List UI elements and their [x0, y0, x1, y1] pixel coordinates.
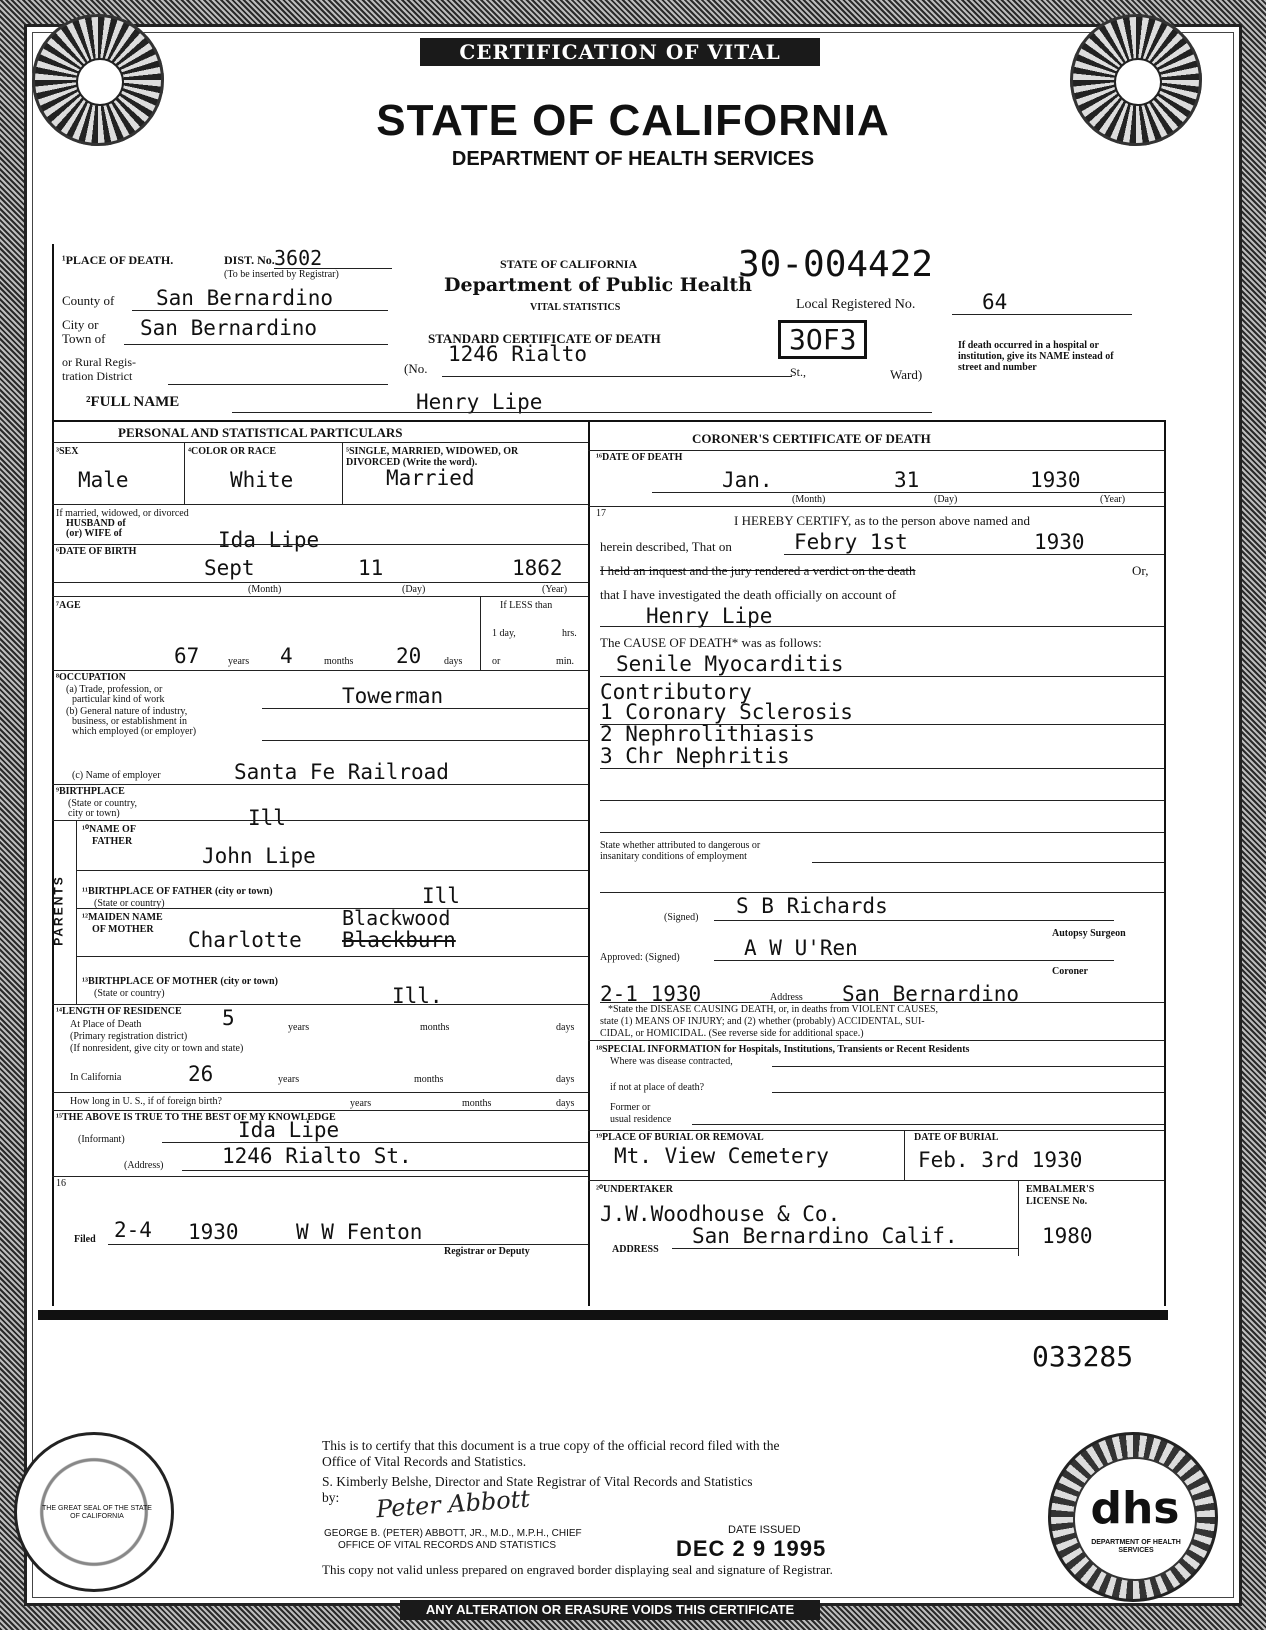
dod-month: Jan.	[722, 468, 773, 492]
dob-year-caption: (Year)	[542, 584, 568, 595]
signed-label: (Signed)	[664, 912, 699, 923]
personal-header: PERSONAL AND STATISTICAL PARTICULARS	[118, 425, 403, 440]
special-line-4: usual residence	[610, 1114, 672, 1125]
dist-label: DIST. No.	[224, 253, 275, 267]
officer-text	[324, 1528, 582, 1552]
embalmer-value: 1980	[1042, 1224, 1093, 1248]
occupation-a-1: (a) Trade, profession, or	[66, 684, 163, 695]
color-value: White	[230, 468, 294, 492]
primary-note: (Primary registration district)	[70, 1031, 188, 1042]
dod-year-caption: (Year)	[1100, 494, 1126, 505]
registrar-name: W W Fenton	[296, 1220, 423, 1244]
dob-day: 11	[358, 556, 384, 580]
mother-label-1: ¹²MAIDEN NAME	[82, 912, 163, 923]
occupation-b-2: business, or establishment in	[72, 716, 187, 727]
certify-line-2: herein described, That on	[600, 539, 732, 554]
seal-text: THE GREAT SEAL OF THE STATE OF CALIFORNIA	[42, 1505, 152, 1520]
copy-stamp: 3OF3	[778, 320, 867, 359]
occupation-label: ⁸OCCUPATION	[56, 672, 126, 683]
filed-label: Filed	[74, 1234, 96, 1245]
serial-number: 033285	[1032, 1340, 1134, 1373]
dist-note: (To be inserted by Registrar)	[224, 269, 339, 280]
age-years: 67	[174, 644, 200, 668]
one-day-label: 1 day,	[492, 628, 516, 639]
street-no-label: (No.	[404, 361, 428, 376]
birthplace-label: ⁹BIRTHPLACE	[56, 786, 125, 797]
coroner-date: 2-1 1930	[600, 982, 702, 1006]
cause-line-3: 1 Coronary Sclerosis	[600, 700, 853, 724]
months-caption: months	[324, 656, 354, 667]
city-value: San Bernardino	[140, 316, 318, 340]
father-birthplace-label: ¹¹BIRTHPLACE OF FATHER (city or town)	[82, 886, 273, 897]
burial-place-label: ¹⁹PLACE OF BURIAL OR REMOVAL	[596, 1132, 764, 1143]
burial-date-label: DATE OF BURIAL	[914, 1132, 999, 1143]
mother-birthplace-value: Ill.	[392, 984, 443, 1008]
county-label: County of	[62, 293, 115, 308]
great-seal-icon	[14, 1432, 174, 1592]
california-years-caption: years	[278, 1074, 300, 1085]
at-place-label: At Place of Death	[70, 1019, 142, 1030]
residence-years-caption: years	[288, 1022, 310, 1033]
by-label: by:	[322, 1490, 340, 1505]
cause-line-4: 2 Nephrolithiasis	[600, 722, 815, 746]
dod-day-caption: (Day)	[934, 494, 958, 505]
ward-label: Ward)	[890, 367, 923, 382]
informant-label: (Informant)	[78, 1134, 125, 1145]
item-17-label: 17	[596, 508, 606, 519]
cause-line-2: Contributory	[600, 680, 752, 704]
birthplace-note-1: (State or country,	[68, 798, 138, 809]
filed-date: 2-4	[114, 1218, 152, 1242]
county-value: San Bernardino	[156, 286, 334, 310]
item-16-label: 16	[56, 1178, 66, 1189]
autopsy-surgeon-label: Autopsy Surgeon	[1052, 928, 1126, 939]
state-note-2: state (1) MEANS OF INJURY; and (2) whether (probably) ACCIDENTAL, SUI-	[600, 1016, 925, 1027]
spouse-label-3: (or) WIFE of	[66, 528, 122, 539]
min-label: min.	[556, 656, 575, 667]
dob-day-caption: (Day)	[402, 584, 426, 595]
less-than-label: If LESS than	[500, 600, 553, 611]
rural-label-1: or Rural Regis-	[62, 355, 136, 369]
coroner-address: San Bernardino	[842, 982, 1020, 1006]
mother-value: Charlotte	[188, 928, 302, 952]
approved-label: Approved: (Signed)	[600, 952, 680, 963]
state-title: STATE OF CALIFORNIA	[376, 96, 890, 145]
certify-line-4: that I have investigated the death officially on account of	[600, 587, 897, 602]
full-name-label: ²FULL NAME	[86, 394, 180, 410]
age-label: ⁷AGE	[56, 600, 81, 611]
birthplace-value: Ill	[248, 806, 286, 830]
hospital-note: If death occurred in a hospital or institution, give its NAME instead of street and number	[958, 340, 1114, 373]
us-years-caption: years	[350, 1098, 372, 1109]
department-of-public-health: Department of Public Health	[444, 274, 752, 296]
st-label: St.,	[790, 365, 807, 379]
days-caption: days	[444, 656, 463, 667]
undertaker-label: ²⁰UNDERTAKER	[596, 1184, 674, 1195]
california-months-caption: months	[414, 1074, 444, 1085]
or-label: or	[492, 656, 501, 667]
form-left-border	[52, 244, 54, 1306]
dob-month: Sept	[204, 556, 255, 580]
city-label-2: Town of	[62, 331, 106, 346]
alteration-warning-banner: ANY ALTERATION OR ERASURE VOIDS THIS CERTIFICATE	[400, 1600, 820, 1620]
father-birthplace-value: Ill	[422, 884, 460, 908]
sex-label: ³SEX	[56, 446, 79, 457]
marital-value: Married	[386, 466, 475, 490]
dob-month-caption: (Month)	[248, 584, 282, 595]
registrar-label: Registrar or Deputy	[444, 1246, 530, 1257]
certify-line-3b: Or,	[1132, 563, 1149, 578]
residence-days-caption: days	[556, 1022, 575, 1033]
form-bottom-bar	[38, 1310, 1168, 1320]
birthplace-note-2: city or town)	[68, 808, 120, 819]
state-file-number: 30-004422	[738, 244, 934, 285]
certify-line-1: I HEREBY CERTIFY, as to the person above named and	[734, 513, 1031, 528]
certification-line-3: S. Kimberly Belshe, Director and State Registrar of Vital Records and Statistics	[322, 1474, 753, 1489]
dod-day: 31	[894, 468, 920, 492]
age-months: 4	[280, 644, 293, 668]
inquest-year: 1930	[1034, 530, 1085, 554]
color-label: ⁴COLOR OR RACE	[188, 446, 277, 457]
local-registered-no: 64	[982, 290, 1008, 314]
mother-label-2: OF MOTHER	[92, 924, 154, 935]
dob-label: ⁶DATE OF BIRTH	[56, 546, 137, 557]
informant-address-label: (Address)	[124, 1160, 164, 1171]
father-label-1: ¹⁰NAME OF	[82, 824, 136, 835]
spouse-value: Ida Lipe	[218, 528, 320, 552]
special-information-label: ¹⁸SPECIAL INFORMATION for Hospitals, Institutions, Transients or Recent Residents	[596, 1044, 970, 1055]
validity-note: This copy not valid unless prepared on engraved border displaying seal and signature of Registrar.	[322, 1562, 833, 1577]
coroner-address-label: Address	[770, 992, 803, 1003]
employer-label: (c) Name of employer	[72, 770, 161, 781]
rural-label-2: tration District	[62, 369, 133, 383]
special-line-3: Former or	[610, 1102, 651, 1113]
special-line-2: if not at place of death?	[610, 1082, 705, 1093]
burial-place-value: Mt. View Cemetery	[614, 1144, 829, 1168]
officer-line-1: GEORGE B. (PETER) ABBOTT, JR., M.D., M.P.H., CHIEF	[324, 1528, 582, 1539]
residence-label: ¹⁴LENGTH OF RESIDENCE	[56, 1006, 182, 1017]
mother-struck-value: Blackburn	[342, 928, 456, 952]
dangerous-line-2: insanitary conditions of employment	[600, 851, 747, 862]
mother-birthplace-note: (State or country)	[94, 988, 165, 999]
residence-months-caption: months	[420, 1022, 450, 1033]
local-registered-label: Local Registered No.	[796, 297, 916, 312]
father-birthplace-note: (State or country)	[94, 898, 165, 909]
state-note-1: *State the DISEASE CAUSING DEATH, or, in deaths from VIOLENT CAUSES,	[608, 1004, 939, 1015]
date-issued-label: DATE ISSUED	[728, 1524, 801, 1536]
informant-address-value: 1246 Rialto St.	[222, 1144, 412, 1168]
dhs-logo: dhs	[1090, 1483, 1180, 1534]
cause-of-death-label: The CAUSE OF DEATH* was as follows:	[600, 635, 822, 650]
mother-birthplace-label: ¹³BIRTHPLACE OF MOTHER (city or town)	[82, 976, 278, 987]
occupation-b-1: (b) General nature of industry,	[66, 706, 188, 717]
officer-line-2: OFFICE OF VITAL RECORDS AND STATISTICS	[338, 1540, 556, 1551]
years-caption: years	[228, 656, 250, 667]
approved-name: A W U'Ren	[744, 936, 858, 960]
street-address: 1246 Rialto	[448, 342, 588, 366]
special-line-1: Where was disease contracted,	[610, 1056, 733, 1067]
true-statement-label: ¹⁵THE ABOVE IS TRUE TO THE BEST OF MY KNOWLEDGE	[56, 1112, 336, 1123]
signed-name: S B Richards	[736, 894, 888, 918]
column-divider	[588, 420, 590, 1306]
hrs-label: hrs.	[562, 628, 577, 639]
dhs-seal-icon	[1048, 1432, 1218, 1602]
certification-line-1: This is to certify that this document is a true copy of the official record filed with the	[322, 1438, 780, 1453]
city-label-1: City or	[62, 317, 99, 332]
us-months-caption: months	[462, 1098, 492, 1109]
embalmer-label-2: LICENSE No.	[1026, 1196, 1088, 1207]
state-of-california-label: STATE OF CALIFORNIA	[500, 257, 638, 271]
dhs-text: DEPARTMENT OF HEALTH SERVICES	[1091, 1539, 1181, 1554]
investigated-name: Henry Lipe	[646, 604, 773, 628]
occupation-b-3: which employed (or employer)	[72, 726, 197, 737]
marital-label: ⁵SINGLE, MARRIED, WIDOWED, OR DIVORCED (Write the word).	[346, 446, 519, 468]
mother-correction: Blackwood	[342, 906, 451, 930]
father-label-2: FATHER	[92, 836, 133, 847]
burial-date-value: Feb. 3rd 1930	[918, 1148, 1083, 1172]
sex-value: Male	[78, 468, 129, 492]
full-name-value: Henry Lipe	[416, 390, 543, 414]
parents-label: PARENTS	[51, 875, 66, 946]
nonresident-note: (If nonresident, give city or town and state)	[70, 1043, 244, 1054]
residence-years: 5	[222, 1006, 235, 1030]
coroner-label: Coroner	[1052, 966, 1088, 977]
filed-year: 1930	[188, 1220, 239, 1244]
spouse-label-1: If married, widowed, or divorced	[56, 508, 189, 519]
employer-value: Santa Fe Railroad	[234, 760, 449, 784]
death-certificate-form	[52, 244, 1166, 1310]
certify-line-3: I held an inquest and the jury rendered a verdict on the death	[600, 563, 916, 578]
department-title: DEPARTMENT OF HEALTH SERVICES	[451, 148, 815, 170]
california-days-caption: days	[556, 1074, 575, 1085]
father-value: John Lipe	[202, 844, 316, 868]
cause-line-1: Senile Myocarditis	[616, 652, 844, 676]
embalmer-label-1: EMBALMER'S	[1026, 1184, 1095, 1195]
undertaker-address-label: ADDRESS	[612, 1244, 659, 1255]
date-of-death-label: ¹⁶DATE OF DEATH	[596, 452, 683, 463]
dod-month-caption: (Month)	[792, 494, 826, 505]
undertaker-value: J.W.Woodhouse & Co.	[600, 1202, 841, 1226]
spouse-label-2: HUSBAND of	[66, 518, 126, 529]
certificate-title: STANDARD CERTIFICATE OF DEATH	[428, 331, 661, 346]
form-right-border	[1164, 420, 1166, 1306]
vital-statistics-label: VITAL STATISTICS	[530, 302, 621, 313]
dist-no: 3602	[274, 246, 323, 270]
inquest-date: Febry 1st	[794, 530, 908, 554]
place-of-death-label: ¹PLACE OF DEATH.	[62, 253, 174, 267]
certification-banner: CERTIFICATION OF VITAL RECORD	[420, 38, 820, 66]
in-california-label: In California	[70, 1072, 122, 1083]
us-label: How long in U. S., if of foreign birth?	[70, 1096, 222, 1107]
cause-line-5: 3 Chr Nephritis	[600, 744, 790, 768]
state-note-3: CIDAL, or HOMICIDAL. (See reverse side for additional space.)	[600, 1028, 864, 1039]
informant-value: Ida Lipe	[238, 1118, 340, 1142]
us-days-caption: days	[556, 1098, 575, 1109]
occupation-a-2: particular kind of work	[72, 694, 165, 705]
age-days: 20	[396, 644, 422, 668]
dod-year: 1930	[1030, 468, 1081, 492]
certification-line-2: Office of Vital Records and Statistics.	[322, 1454, 527, 1469]
in-california-value: 26	[188, 1062, 214, 1086]
date-issued-value: DEC 2 9 1995	[676, 1536, 827, 1561]
dangerous-line-1: State whether attributed to dangerous or	[600, 840, 761, 851]
undertaker-address-value: San Bernardino Calif.	[692, 1224, 958, 1248]
occupation-value: Towerman	[342, 684, 444, 708]
coroner-header: CORONER'S CERTIFICATE OF DEATH	[692, 431, 931, 446]
registrar-signature: Peter Abbott	[375, 1484, 531, 1524]
dob-year: 1862	[512, 556, 563, 580]
